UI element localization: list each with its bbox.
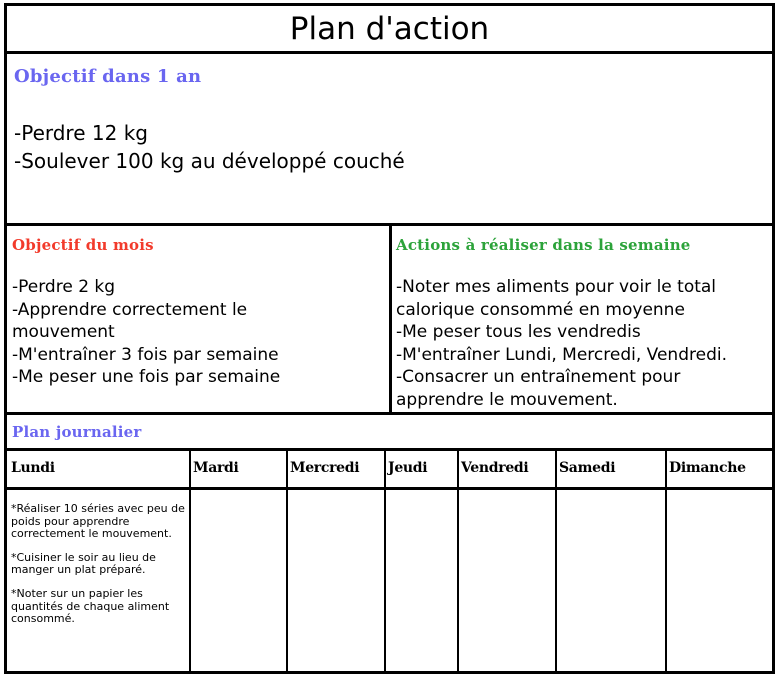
week-actions-heading: Actions à réaliser dans la semaine: [396, 236, 691, 254]
monday-notes: [11, 503, 187, 637]
annual-objective-heading: Objectif dans 1 an: [14, 66, 202, 87]
day-header-dimanche: Dimanche: [669, 460, 746, 476]
monday-note: *Réaliser 10 séries avec peu de poids pour apprendre correctement le mouvement.: [11, 502, 185, 541]
day-header-jeudi: Jeudi: [388, 460, 428, 476]
monday-note: *Noter sur un papier les quantités de chaque aliment consommé.: [11, 586, 170, 626]
weekly-grid: [7, 451, 772, 671]
action-plan-sheet: [4, 3, 775, 674]
month-week-section: [7, 226, 772, 415]
grid-column-divider: [555, 451, 557, 671]
section-divider: [389, 226, 392, 412]
grid-column-divider: [384, 451, 386, 671]
annual-objective-line: -Perdre 12 kg: [14, 121, 148, 145]
day-header-mercredi: Mercredi: [290, 460, 360, 476]
day-header-lundi: Lundi: [11, 460, 55, 476]
day-header-vendredi: Vendredi: [461, 460, 529, 476]
annual-objective-section: [7, 54, 772, 226]
grid-header-divider: [7, 487, 772, 490]
daily-plan-heading: Plan journalier: [12, 423, 142, 441]
grid-column-divider: [189, 451, 191, 671]
grid-column-divider: [457, 451, 459, 671]
daily-plan-header: [7, 415, 772, 451]
annual-objective-line: -Soulever 100 kg au développé couché: [14, 149, 405, 173]
grid-column-divider: [665, 451, 667, 671]
monday-note: *Cuisiner le soir au lieu de manger un plat préparé.: [11, 550, 156, 577]
day-header-mardi: Mardi: [193, 460, 239, 476]
week-actions-list: -Noter mes aliments pour voir le total calorique consommé en moyenne -Me peser tous les vendredis -M'entraîner Lundi, Mercredi, Vendredi. -Consacrer un entraînement pour apprendre le mouvement.: [396, 277, 727, 410]
month-objective-heading: Objectif du mois: [12, 236, 154, 254]
day-header-samedi: Samedi: [559, 460, 616, 476]
page-title: Plan d'action: [7, 6, 772, 54]
month-objective-list: -Perdre 2 kg -Apprendre correctement le mouvement -M'entraîner 3 fois par semaine -Me peser une fois par semaine: [12, 277, 281, 387]
grid-column-divider: [286, 451, 288, 671]
